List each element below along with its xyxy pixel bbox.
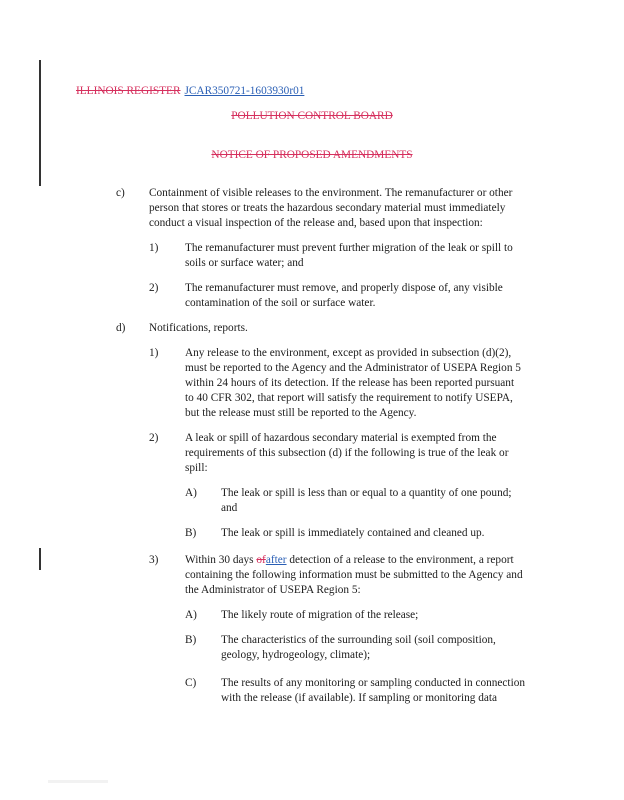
register-old: ILLINOIS REGISTER: [76, 85, 181, 97]
marker-d2: 2): [149, 432, 159, 444]
d2a-text: and: [221, 502, 238, 514]
d2b-text: The leak or spill is immediately contained and cleaned up.: [221, 527, 485, 539]
d1-text: to 40 CFR 302, that report will satisfy the requirement to notify USEPA,: [185, 392, 513, 404]
inserted-word: after: [265, 554, 287, 566]
d3c-text: The results of any monitoring or sampling conducted in connection: [221, 677, 526, 689]
register-new: JCAR350721-1603930r01: [184, 85, 305, 97]
marker-c2: 2): [149, 282, 159, 294]
c1-text: soils or surface water; and: [185, 257, 304, 269]
d3b-text: geology, hydrogeology, climate);: [221, 649, 371, 661]
c-text: conduct a visual inspection of the release and, based upon that inspection:: [149, 217, 483, 229]
d3b-text: The characteristics of the surrounding soil (soil composition,: [221, 634, 496, 646]
d3c-text: with the release (if available). If sampling or monitoring data: [221, 692, 498, 704]
scan-artifact: [48, 780, 108, 783]
notice-title: NOTICE OF PROPOSED AMENDMENTS: [211, 149, 413, 161]
c2-text: contamination of the soil or surface water.: [185, 297, 376, 309]
d-text: Notifications, reports.: [149, 322, 248, 334]
d1-text: within 24 hours of its detection. If the release has been reported pursuant: [185, 377, 515, 389]
board-title: POLLUTION CONTROL BOARD: [231, 110, 393, 122]
register-header: [76, 84, 304, 99]
marker-d: d): [116, 322, 126, 334]
d3-text: the Administrator of USEPA Region 5:: [185, 584, 361, 596]
marker-d2a: A): [185, 487, 197, 499]
marker-d3c: C): [185, 677, 197, 689]
marker-c: c): [116, 187, 125, 199]
marker-d3: 3): [149, 554, 159, 566]
marker-d3a: A): [185, 609, 197, 621]
c-text: Containment of visible releases to the environment. The remanufacturer or other: [149, 187, 513, 199]
d3a-text: The likely route of migration of the release;: [221, 609, 419, 621]
c1-text: The remanufacturer must prevent further migration of the leak or spill to: [185, 242, 513, 254]
marker-d2b: B): [185, 527, 197, 539]
d2-text: A leak or spill of hazardous secondary material is exempted from the: [185, 432, 497, 444]
c-text: person that stores or treats the hazardous secondary material must immediately: [149, 202, 506, 214]
d1-text: must be reported to the Agency and the Administrator of USEPA Region 5: [185, 362, 521, 374]
c2-text: The remanufacturer must remove, and properly dispose of, any visible: [185, 282, 503, 294]
d2-text: spill:: [185, 462, 208, 474]
marker-d1: 1): [149, 347, 159, 359]
d3-text: Within 30 days ofafter detection of a release to the environment, a report: [185, 554, 514, 566]
marker-c1: 1): [149, 242, 159, 254]
d1-text: Any release to the environment, except as provided in subsection (d)(2),: [185, 347, 512, 359]
marker-d3b: B): [185, 634, 197, 646]
d1-text: but the release must still be reported to the Agency.: [185, 407, 417, 419]
deleted-word: of: [256, 554, 266, 566]
d2-text: requirements of this subsection (d) if the following is true of the leak or: [185, 447, 509, 459]
revision-bar: [39, 548, 41, 570]
d2a-text: The leak or spill is less than or equal to a quantity of one pound;: [221, 487, 512, 499]
d3-text: containing the following information must be submitted to the Agency and: [185, 569, 523, 581]
